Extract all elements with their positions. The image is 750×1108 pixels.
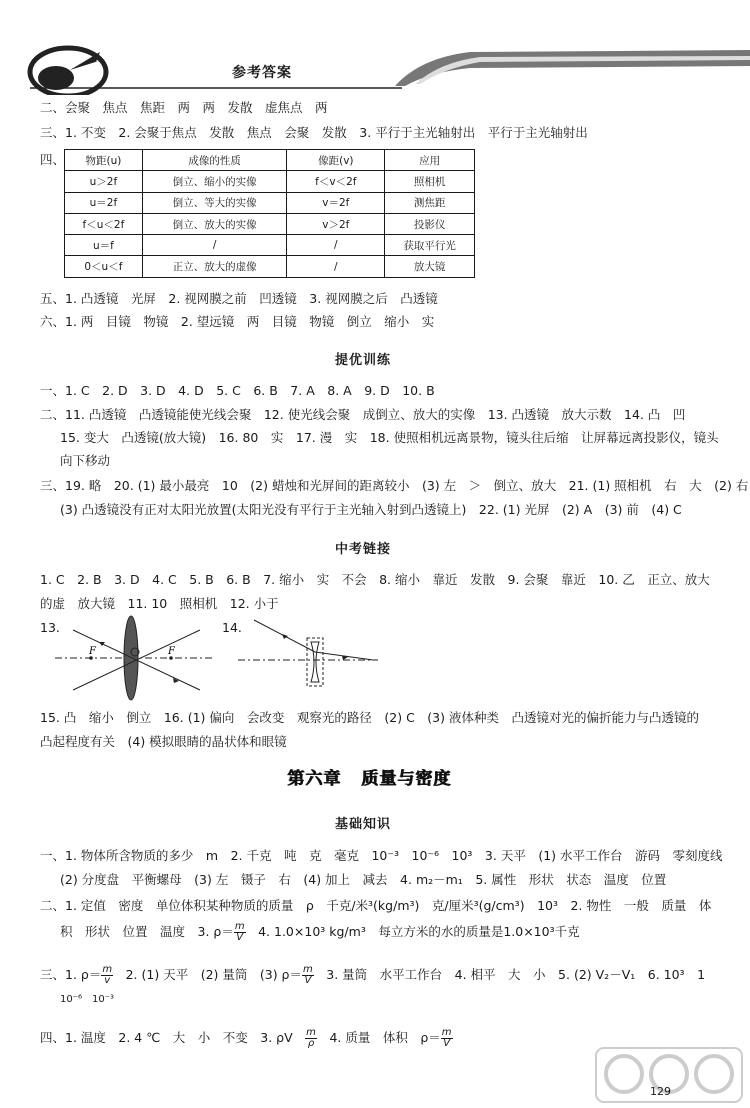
answer-line xyxy=(60,922,580,943)
text-segment: 四、1. 温度 2. 4 ℃ 大 小 不变 3. ρV xyxy=(40,1030,293,1045)
fraction-numerator: m xyxy=(102,964,113,975)
answer-line: 一、1. C 2. D 3. D 4. D 5. C 6. B 7. A 8. A 9. D 10. B xyxy=(40,383,435,398)
concave-lens-diagram xyxy=(238,612,378,692)
section-title: 基础知识 xyxy=(335,817,392,832)
answer-line: 凸起程度有关 (4) 模拟眼睛的晶状体和眼镜 xyxy=(40,734,287,749)
answer-line: (3) 凸透镜没有正对太阳光放置(太阳光没有平行于主光轴入射到凸透镜上) 22. (1) 光屏 (2) A (3) 前 (4) C xyxy=(60,502,682,517)
answer-line: 的虚 放大镜 11. 10 照相机 12. 小于 xyxy=(40,596,279,611)
answer-line: 向下移动 xyxy=(60,453,111,468)
header-title: 参考答案 xyxy=(232,65,292,81)
answer-line xyxy=(40,1028,453,1049)
density-fraction xyxy=(305,1028,317,1049)
optics-table xyxy=(64,149,475,278)
focus-label-right: F xyxy=(168,646,175,657)
density-fraction xyxy=(234,922,246,943)
answer-line: 六、1. 两 目镜 物镜 2. 望远镜 两 目镜 物镜 倒立 缩小 实 xyxy=(40,314,435,329)
fraction-denominator: ρ xyxy=(307,1038,315,1049)
answer-line: 三、19. 略 20. (1) 最小最亮 10 (2) 蜡烛和光屏间的距离较小 (3) 左 ＞ 倒立、放大 21. (1) 照相机 右 大 (2) 右 xyxy=(40,478,749,493)
chapter-number: 第六章 xyxy=(287,769,341,789)
answer-line: 三、1. 不变 2. 会聚于焦点 发散 焦点 会聚 发散 3. 平行于主光轴射出 平行于主光轴射出 xyxy=(40,125,588,140)
table-cell: f＜u＜2f xyxy=(65,213,143,234)
table-label: 四、 xyxy=(40,152,66,167)
table-cell: 放大镜 xyxy=(385,256,475,277)
density-fraction xyxy=(101,965,113,986)
table-cell: 获取平行光 xyxy=(385,235,475,256)
figure-label-13: 13. xyxy=(40,620,60,635)
figure-label-14: 14. xyxy=(222,620,242,635)
table-cell: u＝f xyxy=(65,235,143,256)
answer-line: (2) 分度盘 平衡螺母 (3) 左 镊子 右 (4) 加上 减去 4. m₂－m₁ 5. 属性 形状 状态 温度 位置 xyxy=(60,872,667,887)
fraction-numerator: m xyxy=(306,1027,316,1038)
answer-line: 15. 凸 缩小 倒立 16. (1) 偏向 会改变 观察光的路径 (2) C (3) 液体种类 凸透镜对光的偏折能力与凸透镜的 xyxy=(40,710,699,725)
convex-lens-diagram xyxy=(55,612,215,702)
fraction-numerator: m xyxy=(302,964,313,975)
table-cell: u＝2f xyxy=(65,192,143,213)
fraction-denominator: V xyxy=(304,975,312,986)
answer-line: 1. C 2. B 3. D 4. C 5. B 6. B 7. 缩小 实 不会 8. 缩小 靠近 发散 9. 会聚 靠近 10. 乙 正立、放大 xyxy=(40,572,710,587)
text-segment: 3. 量筒 水平工作台 4. 相平 大 小 5. (2) V₂－V₁ 6. 10³ 1 xyxy=(326,967,706,982)
fraction-denominator: V xyxy=(236,932,244,943)
text-segment: 2. (1) 天平 (2) 量筒 (3) ρ＝ xyxy=(125,967,302,982)
answer-line: 10⁻⁶ 10⁻³ xyxy=(60,994,115,1005)
table-row xyxy=(65,256,475,277)
table-cell: v＝2f xyxy=(287,192,385,213)
text-segment: 三、1. ρ＝ xyxy=(40,967,102,982)
density-fraction xyxy=(302,965,314,986)
text-segment: 积 形状 位置 温度 3. ρ＝ xyxy=(60,924,234,939)
table-cell: / xyxy=(287,235,385,256)
answer-line: 二、会聚 焦点 焦距 两 两 发散 虚焦点 两 xyxy=(40,100,328,115)
fraction-denominator: v xyxy=(104,975,111,986)
table-cell: / xyxy=(287,256,385,277)
table-header: 成像的性质 xyxy=(142,150,287,171)
table-cell: / xyxy=(142,235,287,256)
table-header: 应用 xyxy=(385,150,475,171)
text-segment: 4. 1.0×10³ kg/m³ 每立方米的水的质量是1.0×10³千克 xyxy=(258,924,580,939)
table-cell: 倒立、放大的实像 xyxy=(142,213,287,234)
answer-line: 二、11. 凸透镜 凸透镜能使光线会聚 12. 使光线会聚 成倒立、放大的实像 13. 凸透镜 放大示数 14. 凸 凹 xyxy=(40,407,686,422)
chapter-heading xyxy=(287,764,471,789)
fraction-numerator: m xyxy=(441,1027,452,1038)
focus-label-left: F xyxy=(89,646,96,657)
answer-line xyxy=(40,965,705,986)
table-cell: 测焦距 xyxy=(385,192,475,213)
answer-line: 一、1. 物体所含物质的多少 m 2. 千克 吨 克 毫克 10⁻³ 10⁻⁶ 10³ 3. 天平 (1) 水平工作台 游码 零刻度线 xyxy=(40,848,723,863)
table-cell: f＜v＜2f xyxy=(287,171,385,192)
table-header: 像距(v) xyxy=(287,150,385,171)
answer-line: 五、1. 凸透镜 光屏 2. 视网膜之前 凹透镜 3. 视网膜之后 凸透镜 xyxy=(40,291,438,306)
table-cell: 投影仪 xyxy=(385,213,475,234)
table-cell: 照相机 xyxy=(385,171,475,192)
table-cell: 0＜u＜f xyxy=(65,256,143,277)
fraction-denominator: V xyxy=(443,1038,451,1049)
text-segment: 4. 质量 体积 ρ＝ xyxy=(329,1030,441,1045)
answer-line: 二、1. 定值 密度 单位体积某种物质的质量 ρ 千克/米³(kg/m³) 克/厘米³(g/cm³) 10³ 2. 物性 一般 质量 体 xyxy=(40,898,712,913)
section-title: 中考链接 xyxy=(335,542,392,557)
answer-line: 15. 变大 凸透镜(放大镜) 16. 80 实 17. 漫 实 18. 使照相机远离景物，镜头往后缩 让屏幕远离投影仪，镜头 xyxy=(60,430,719,445)
section-title: 提优训练 xyxy=(335,353,392,368)
chapter-name: 质量与密度 xyxy=(361,769,451,789)
table-row xyxy=(65,213,475,234)
table-cell: u＞2f xyxy=(65,171,143,192)
table-row xyxy=(65,192,475,213)
table-cell: 倒立、等大的实像 xyxy=(142,192,287,213)
table-header: 物距(u) xyxy=(65,150,143,171)
table-cell: 正立、放大的虚像 xyxy=(142,256,287,277)
page-header-banner xyxy=(0,0,750,95)
table-row xyxy=(65,171,475,192)
density-fraction xyxy=(441,1028,453,1049)
page-number: 129 xyxy=(650,1085,671,1098)
fraction-numerator: m xyxy=(234,921,245,932)
table-header-row xyxy=(65,150,475,171)
table-cell: 倒立、缩小的实像 xyxy=(142,171,287,192)
table-row xyxy=(65,235,475,256)
table-cell: v＞2f xyxy=(287,213,385,234)
